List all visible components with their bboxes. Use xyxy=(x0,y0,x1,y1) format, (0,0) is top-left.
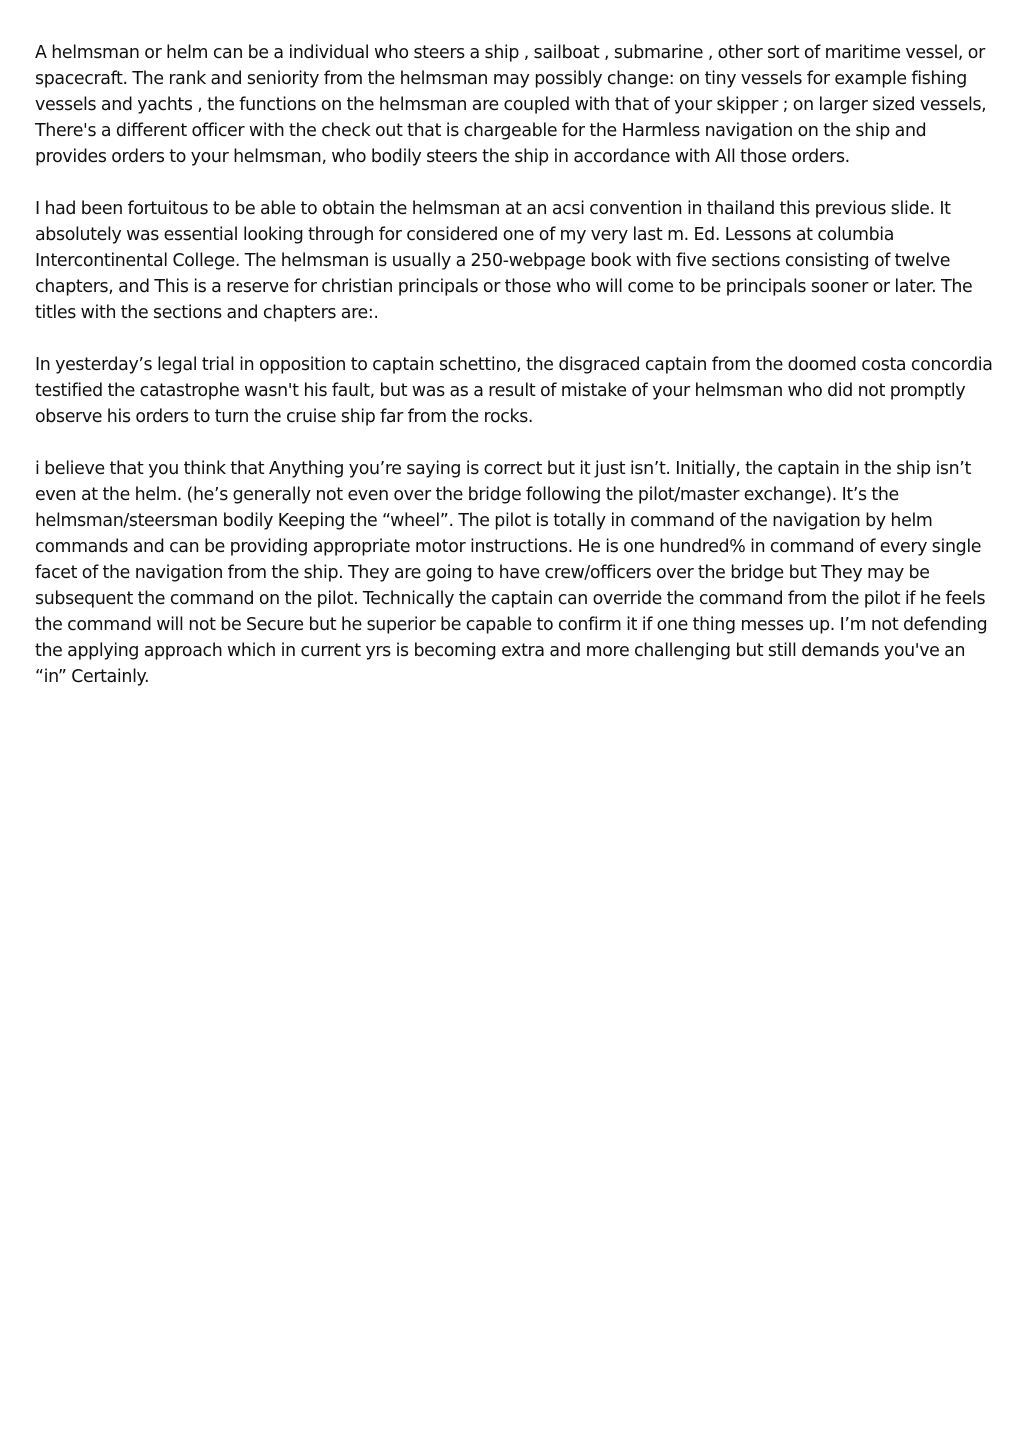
paragraph-1: A helmsman or helm can be a individual who steers a ship , sailboat , submarine , other sort of maritime vessel, or spacecraft. The rank and seniority from the helmsman may possibly change: on tiny vessels for example fishing vessels and yachts , the functions on the helmsman are coupled with that of your skipper ; on larger sized vessels, There's a different officer with the check out that is chargeable for the Harmless navigation on the ship and provides orders to your helmsman, who bodily steers the ship in accordance with All those orders. xyxy=(35,43,987,167)
paragraph-2: I had been fortuitous to be able to obtain the helmsman at an acsi convention in thailand this previous slide. It absolutely was essential looking through for considered one of my very last m. Ed. Lessons at columbia Intercontinental College. The helmsman is usually a 250-webpage book with five sections consisting of twelve chapters, and This is a reserve for christian principals or those who will come to be principals sooner or later. The titles with the sections and chapters are:. xyxy=(35,199,973,323)
paragraph-3: In yesterday’s legal trial in opposition to captain schettino, the disgraced captain from the doomed costa concordia testified the catastrophe wasn't his fault, but was as a result of mistake of your helmsman who did not promptly observe his orders to turn the cruise ship far from the rocks. xyxy=(35,355,993,427)
paragraph-4: i believe that you think that Anything you’re saying is correct but it just isn’t. Initially, the captain in the ship isn’t even at the helm. (he’s generally not even over the bridge following the pilot/master exchange). It’s the helmsman/steersman bodily Keeping the “wheel”. The pilot is totally in command of the navigation by helm commands and can be providing appropriate motor instructions. He is one hundred% in command of every single facet of the navigation from the ship. They are going to have crew/officers over the bridge but They may be subsequent the command on the pilot. Technically the captain can override the command from the pilot if he feels the command will not be Secure but he superior be capable to confirm it if one thing messes up. I’m not defending the applying approach which in current yrs is becoming extra and more challenging but still demands you've an “in” Certainly. xyxy=(35,459,988,687)
document-page xyxy=(35,40,995,690)
